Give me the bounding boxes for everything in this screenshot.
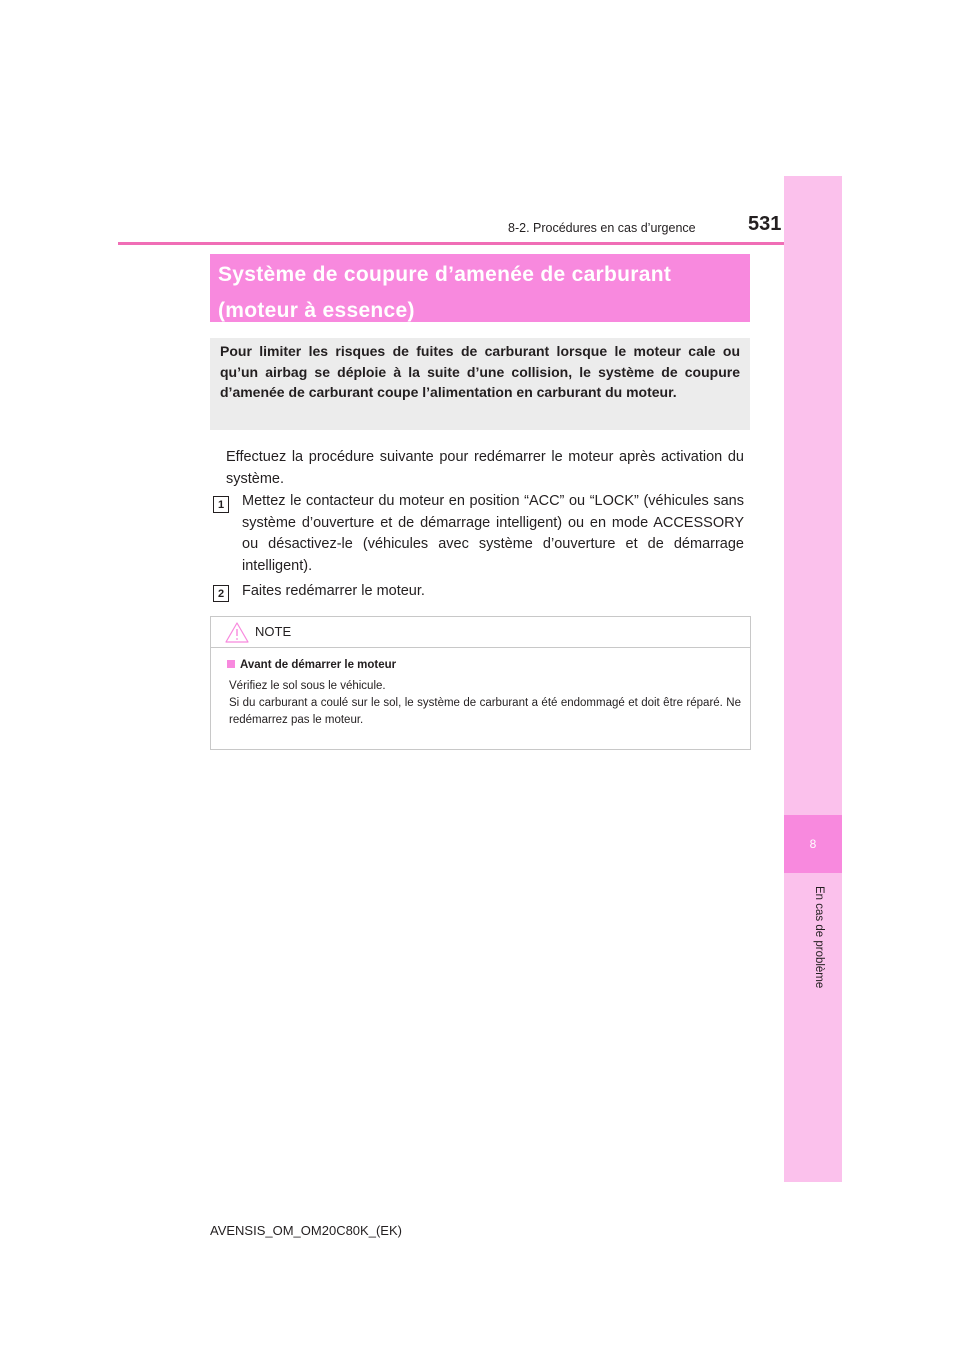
intro-box <box>210 338 750 430</box>
warning-triangle-icon <box>225 622 249 643</box>
section-title-line2: (moteur à essence) <box>218 299 415 322</box>
note-body <box>229 678 741 729</box>
side-strip <box>784 176 842 1182</box>
note-subheading-text: Avant de démarrer le moteur <box>240 659 397 671</box>
note-header <box>211 617 750 648</box>
step-text-1: Mettez le contacteur du moteur en position “ACC” ou “LOCK” (véhicules sans système d’ouverture et de démarrage intelligent) ou en mode ACCESSORY ou désactivez-le (véhicules avec système d’ouverture et de démarrage intelligent). <box>242 493 744 574</box>
header-divider <box>118 242 840 245</box>
step-number-2: 2 <box>213 585 229 602</box>
note-box <box>210 616 751 750</box>
section-title-line1: Système de coupure d’amenée de carburant <box>218 263 672 286</box>
note-line-1: Vérifiez le sol sous le véhicule. <box>229 680 386 692</box>
chapter-number: 8 <box>809 837 817 851</box>
chapter-tab <box>784 815 842 873</box>
body-paragraph: Effectuez la procédure suivante pour redémarrer le moteur après activation du système. <box>226 449 744 487</box>
intro-text: Pour limiter les risques de fuites de carburant lorsque le moteur cale ou qu’un airbag se déploie à la suite d’une collision, le système de coupure d’amenée de carburant coupe l’alimentation en carburant du moteur. <box>220 343 740 400</box>
step-text-2: Faites redémarrer le moteur. <box>242 583 425 599</box>
chapter-label <box>813 886 827 1006</box>
note-subheading <box>227 659 396 671</box>
step-number-1: 1 <box>213 496 229 513</box>
chapter-label-text: En cas de problème <box>813 886 825 989</box>
header-section-title: 8-2. Procédures en cas d’urgence <box>508 221 696 235</box>
section-title <box>210 254 750 322</box>
footer-code: AVENSIS_OM_OM20C80K_(EK) <box>210 1223 402 1238</box>
note-label: NOTE <box>255 624 292 639</box>
bullet-square-icon <box>227 660 235 668</box>
note-line-2: Si du carburant a coulé sur le sol, le système de carburant a été endommagé et doit être réparé. Ne redémarrez pas le moteur. <box>229 697 741 726</box>
page-number: 531 <box>748 213 782 235</box>
